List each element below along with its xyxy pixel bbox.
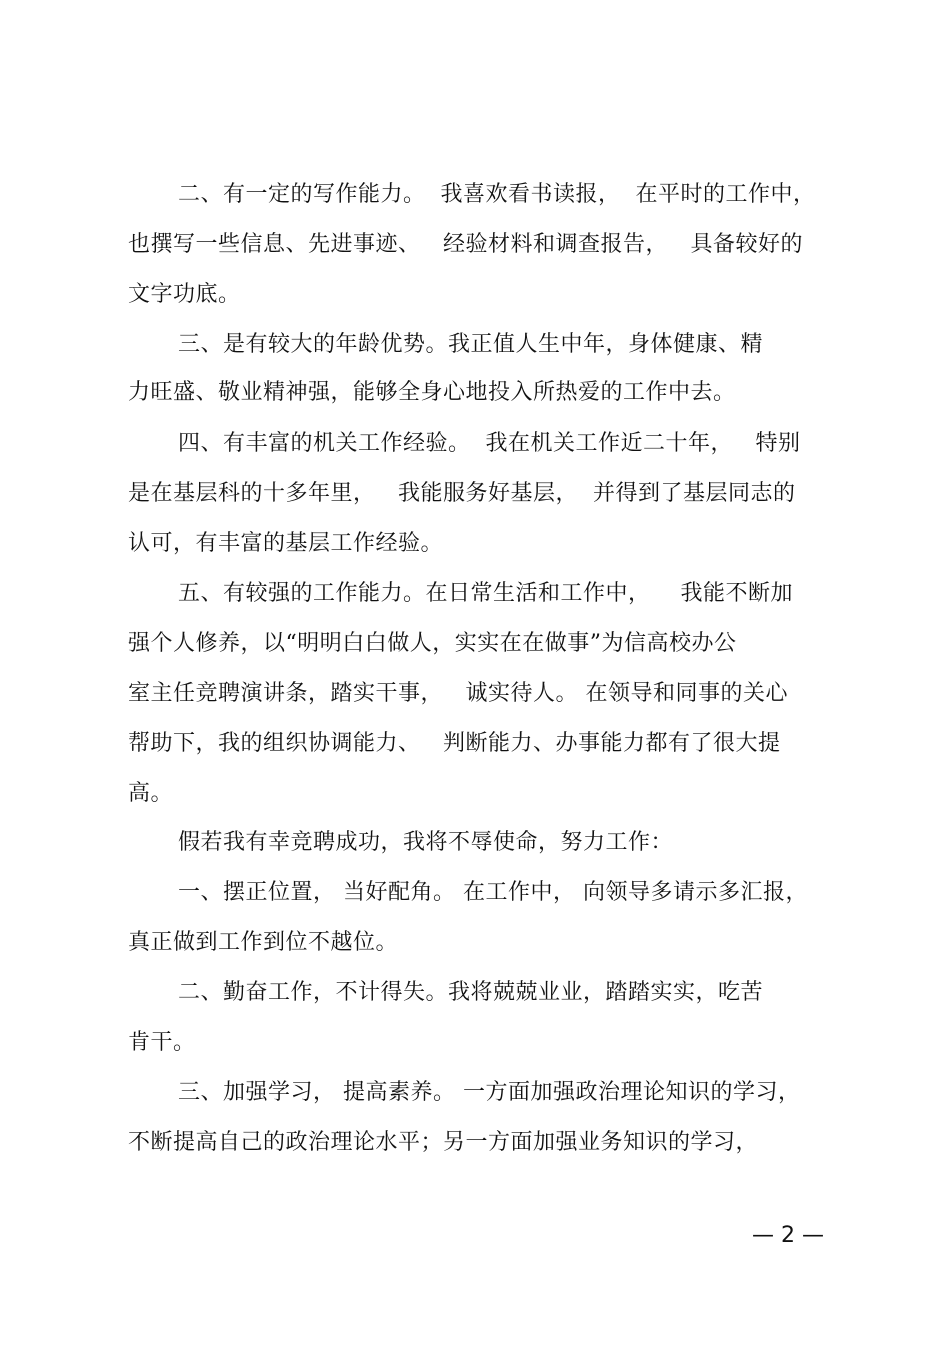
text-line: 四、有丰富的机关工作经验。 我在机关工作近二十年， 特别 — [178, 431, 801, 456]
text-line: 一、摆正位置， 当好配角。 在工作中， 向领导多请示多汇报， — [178, 880, 808, 905]
text-line: 力旺盛、敬业精神强，能够全身心地投入所热爱的工作中去。 — [128, 380, 736, 405]
text-line: 二、勤奋工作，不计得失。我将兢兢业业，踏踏实实，吃苦 — [178, 980, 764, 1005]
text-line: 三、是有较大的年龄优势。我正值人生中年，身体健康、精 — [178, 332, 764, 357]
text-line: 高。 — [128, 781, 174, 806]
text-line: 假若我有幸竞聘成功，我将不辱使命，努力工作： — [178, 830, 674, 855]
text-line: 强个人修养，以“明明白白做人，实实在在做事”为信高校办公 — [128, 631, 737, 656]
text-line: 也撰写一些信息、先进事迹、 经验材料和调查报告， 具备较好的 — [128, 232, 803, 257]
text-line: 五、有较强的工作能力。在日常生活和工作中， 我能不断加 — [178, 581, 793, 606]
text-line: 肯干。 — [128, 1030, 196, 1055]
text-line: 不断提高自己的政治理论水平；另一方面加强业务知识的学习， — [128, 1130, 759, 1155]
text-line: 是在基层科的十多年里， 我能服务好基层， 并得到了基层同志的 — [128, 481, 796, 506]
text-line: 室主任竞聘演讲条，踏实干事， 诚实待人。 在领导和同事的关心 — [128, 681, 788, 706]
text-line: 三、加强学习， 提高素养。 一方面加强政治理论知识的学习， — [178, 1080, 801, 1105]
text-line: 认可，有丰富的基层工作经验。 — [128, 531, 444, 556]
page-number: — 2 — — [752, 1223, 824, 1248]
text-line: 二、有一定的写作能力。 我喜欢看书读报， 在平时的工作中， — [178, 182, 816, 207]
text-line: 帮助下，我的组织协调能力、 判断能力、办事能力都有了很大提 — [128, 731, 781, 756]
text-line: 真正做到工作到位不越位。 — [128, 930, 399, 955]
text-line: 文字功底。 — [128, 282, 241, 307]
